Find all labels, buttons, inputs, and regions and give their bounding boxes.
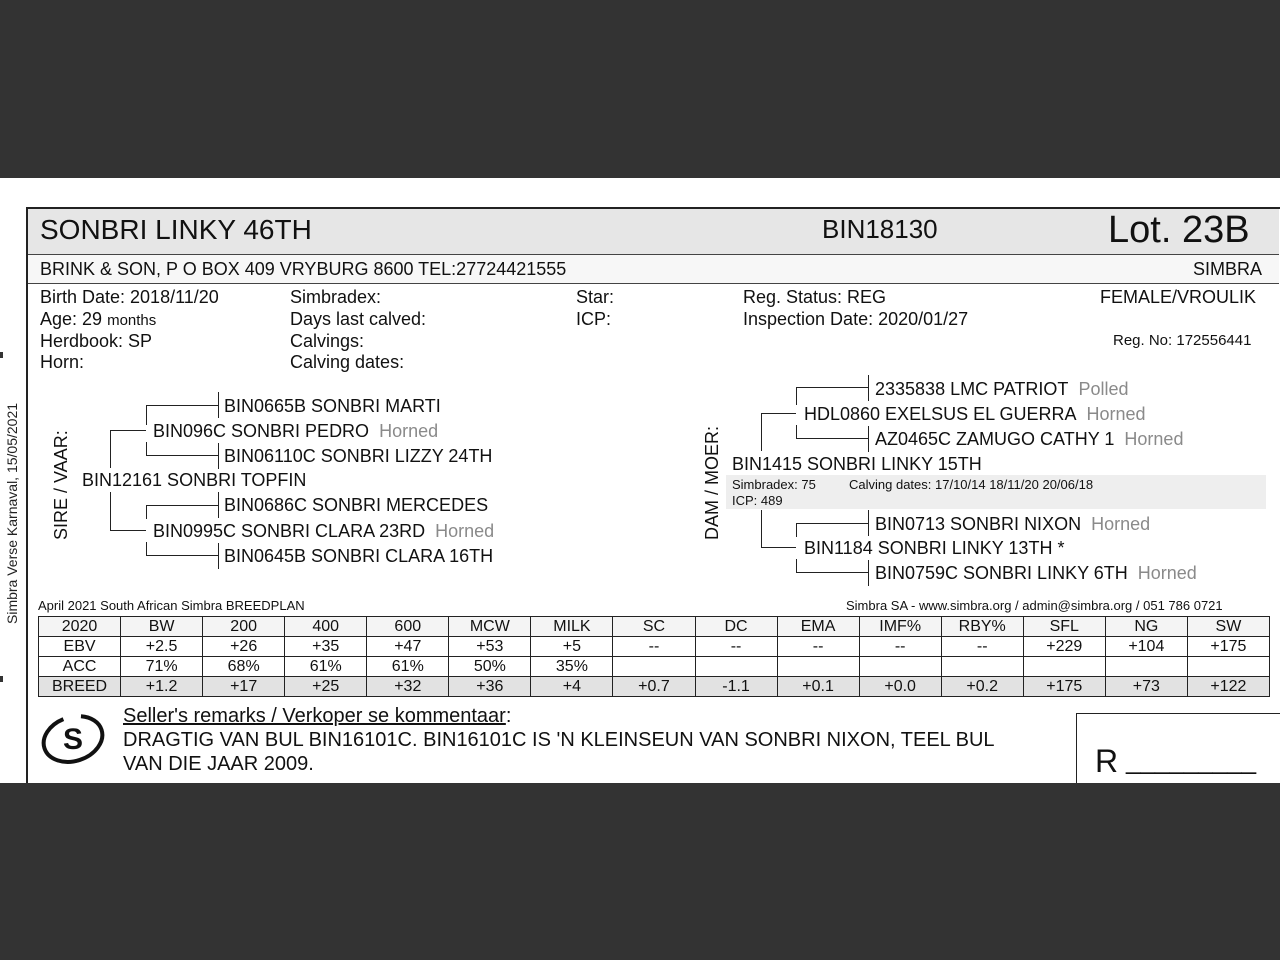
ebv-cell: SW [1187,617,1269,637]
sire-sire-dam: BIN06110C SONBRI LIZZY 24TH [224,446,493,466]
ebv-cell [695,657,777,677]
tree-line [218,392,219,418]
sire-dam-sire: BIN0686C SONBRI MERCEDES [224,495,489,515]
tree-line [868,510,869,536]
tree-line [796,559,797,573]
dam-dam-sire-horn: Horned [1091,514,1151,534]
tree-line [796,523,797,537]
dam-dam-sire-name: BIN0713 SONBRI NIXON [875,514,1082,534]
ebv-cell: -- [941,637,1023,657]
ebv-cell: EBV [39,637,121,657]
tree-line [218,443,219,469]
ebv-cell: MILK [531,617,613,637]
ebv-cell [777,657,859,677]
dam-dam-dam [875,563,1197,584]
ebv-cell: 600 [367,617,449,637]
tree-line [796,523,868,524]
sale-caption: Simbra Verse Karnaval, 15/05/2021 [4,402,20,624]
ebv-cell: +104 [1105,637,1187,657]
ebv-cell: SC [613,617,695,637]
age [40,309,156,330]
simbra-logo-icon [40,711,106,767]
tree-line [146,505,147,519]
ebv-cell: +73 [1105,677,1187,697]
ebv-cell: +26 [203,637,285,657]
owner-info: BRINK & SON, P O BOX 409 VRYBURG 8600 TEL:27724421555 [40,259,567,279]
dam-sire-sire [875,379,1128,400]
ebv-cell: -- [695,637,777,657]
tree-line [110,492,111,530]
dam-sire-dam-name: AZ0465C ZAMUGO CATHY 1 [875,429,1115,449]
ebv-row [39,677,1270,697]
tree-line [761,547,796,548]
ebv-cell: -- [613,637,695,657]
price-currency: R [1095,743,1119,779]
age-value: Age: 29 [40,309,103,329]
dam-sire-sire-name: 2335838 LMC PATRIOT [875,379,1069,399]
tree-line [868,560,869,586]
tree-line [146,405,218,406]
lot-number: Lot. 23B [1108,209,1250,251]
ebv-cell: 50% [449,657,531,677]
dam-sire-horn: Horned [1086,404,1146,424]
ebv-cell: +25 [285,677,367,697]
dam-sire [804,404,1146,425]
ebv-cell: MCW [449,617,531,637]
ebv-cell: 61% [285,657,367,677]
tree-line [146,542,147,556]
dam-icp: ICP: 489 [732,493,783,508]
tree-line [146,405,147,425]
ebv-cell: RBY% [941,617,1023,637]
dam-dam: BIN1184 SONBRI LINKY 13TH * [804,538,1065,558]
dam-label: DAM / MOER: [702,425,722,540]
tree-line [868,375,869,401]
tree-line [761,510,762,547]
ebv-cell: BW [121,617,203,637]
dam-simbradex: Simbradex: 75 [732,477,816,492]
ebv-cell [859,657,941,677]
tree-line [110,430,111,468]
ebv-cell: 68% [203,657,285,677]
sire-dam-dam: BIN0645B SONBRI CLARA 16TH [224,546,494,566]
ebv-cell [613,657,695,677]
sidebar-tick [0,352,3,358]
remarks-line-1: DRAGTIG VAN BUL BIN16101C. BIN16101C IS 'N KLEINSEUN VAN SONBRI NIXON, TEEL BUL [123,729,995,751]
dam-dam-sire [875,514,1150,535]
ebv-cell: -- [777,637,859,657]
ebv-cell: +17 [203,677,285,697]
ebv-cell: DC [695,617,777,637]
calvings: Calvings: [290,331,365,351]
tree-line [146,455,218,456]
reg-status: Reg. Status: REG [743,287,887,307]
sire-dam-name: BIN0995C SONBRI CLARA 23RD [153,521,426,541]
tree-line [796,572,868,573]
ebv-cell: -- [859,637,941,657]
tree-line [110,530,146,531]
tree-line [110,430,146,431]
price-blank[interactable]: _________ [1126,745,1257,775]
tree-line [796,438,868,439]
sire: BIN12161 SONBRI TOPFIN [82,470,307,490]
birth-date: Birth Date: 2018/11/20 [40,287,219,307]
ebv-cell: +36 [449,677,531,697]
dam-sire-dam [875,429,1183,450]
ebv-cell: 61% [367,657,449,677]
herdbook: Herdbook: SP [40,331,153,351]
ebv-cell: +175 [1023,677,1105,697]
sire-sire-horn: Horned [379,421,439,441]
ebv-cell: +122 [1187,677,1269,697]
remarks-line-2: VAN DIE JAAR 2009. [123,753,314,775]
breed-name: SIMBRA [1193,259,1263,279]
remarks-title-text: Seller's remarks / Verkoper se kommentaar [123,705,506,727]
dam-dam-dam-name: BIN0759C SONBRI LINKY 6TH [875,563,1128,583]
dam-sire-dam-horn: Horned [1124,429,1184,449]
dam-sire-sire-horn: Polled [1078,379,1129,399]
inspection-date: Inspection Date: 2020/01/27 [743,309,969,329]
sire-sire-name: BIN096C SONBRI PEDRO [153,421,370,441]
tree-line [146,555,218,556]
breedplan-title: April 2021 South African Simbra BREEDPLAN [38,598,305,613]
dam-dam-dam-horn: Horned [1137,563,1197,583]
tree-line [761,413,762,451]
tree-line [796,387,868,388]
ebv-cell: +175 [1187,637,1269,657]
ebv-cell: 35% [531,657,613,677]
bottom-backdrop [0,783,1280,960]
remarks-colon: : [505,705,512,727]
sex: FEMALE/VROULIK [1100,287,1257,307]
ebv-cell: -1.1 [695,677,777,697]
ebv-row [39,637,1270,657]
ebv-cell: BREED [39,677,121,697]
breedplan-contact: Simbra SA - www.simbra.org / admin@simbra.org / 051 786 0721 [846,598,1223,613]
dam: BIN1415 SONBRI LINKY 15TH [732,454,982,474]
calving-dates: Calving dates: [290,352,405,372]
ebv-cell: +32 [367,677,449,697]
ebv-cell: EMA [777,617,859,637]
tree-line [218,492,219,518]
ebv-cell: NG [1105,617,1187,637]
ebv-cell [1187,657,1269,677]
ebv-cell: +47 [367,637,449,657]
ebv-cell: IMF% [859,617,941,637]
dam-sire-name: HDL0860 EXELSUS EL GUERRA [804,404,1077,424]
age-unit: months [107,312,157,329]
ebv-cell: +53 [449,637,531,657]
ebv-cell: +35 [285,637,367,657]
icp: ICP: [576,309,612,329]
sire-dam-horn: Horned [435,521,495,541]
star: Star: [576,287,615,307]
ebv-cell: 71% [121,657,203,677]
animal-name: SONBRI LINKY 46TH [40,214,312,245]
ebv-cell: +0.1 [777,677,859,697]
dam-calving-dates: Calving dates: 17/10/14 18/11/20 20/06/18 [849,477,1094,492]
ebv-cell: 2020 [39,617,121,637]
tree-line [868,426,869,452]
tree-line [796,425,797,439]
remarks-title [123,705,511,728]
sire-sire [153,421,438,442]
ebv-cell: +229 [1023,637,1105,657]
ebv-cell: 400 [285,617,367,637]
ebv-cell: SFL [1023,617,1105,637]
sire-dam [153,521,494,542]
animal-id: BIN18130 [822,214,938,244]
sire-sire-sire: BIN0665B SONBRI MARTI [224,396,441,416]
tree-line [761,413,796,414]
reg-no: Reg. No: 172556441 [1113,332,1252,349]
tree-line [146,442,147,456]
ebv-cell: +0.0 [859,677,941,697]
ebv-table [38,616,1270,697]
ebv-cell [1105,657,1187,677]
ebv-cell: 200 [203,617,285,637]
ebv-cell: +1.2 [121,677,203,697]
ebv-cell: +0.7 [613,677,695,697]
ebv-cell [1023,657,1105,677]
tree-line [146,505,218,506]
simbradex: Simbradex: [290,287,382,307]
tree-line [796,387,797,405]
ebv-row [39,657,1270,677]
horn: Horn: [40,352,85,372]
ebv-cell: +2.5 [121,637,203,657]
tree-line [218,543,219,569]
days-last-calved: Days last calved: [290,309,427,329]
logo-letter: S [62,723,84,756]
ebv-cell [941,657,1023,677]
ebv-cell: +0.2 [941,677,1023,697]
ebv-cell: ACC [39,657,121,677]
sire-label: SIRE / VAAR: [51,430,71,540]
ebv-cell: +5 [531,637,613,657]
sidebar-tick [0,676,3,682]
ebv-row [39,617,1270,637]
ebv-cell: +4 [531,677,613,697]
